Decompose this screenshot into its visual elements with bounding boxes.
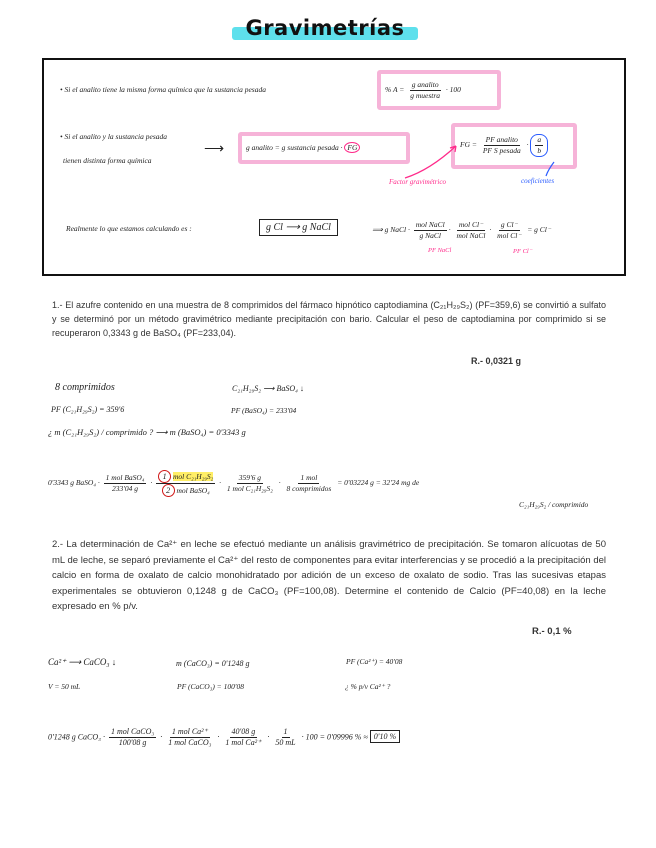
p1-note-reaction: C₂₁H₂₉S₂ ⟶ BaSO₄ ↓ <box>232 384 304 393</box>
problem1-statement: 1.- El azufre contenido en una muestra de 8 comprimidos del fármaco hipnótico captodiamina (C₂₁H₂₉S₂) (PF=359,6) se convirtió a sulfato y se determinó por un método gravimétrico mediante precipitación con bario. Calcular el peso de captodiamina por comprimido si se recuperaron 0,3343 g de BaSO₄ (PF=233,04). <box>52 300 606 338</box>
problem2-answer: R.- 0,1 % <box>532 626 572 637</box>
p2-note-volume: V = 50 mL <box>48 682 81 691</box>
p2-calculation: 0'1248 g CaCO₃ · $\frac{\text{1 mol CaCO₃}}{100'08 g}$ · $\frac{\text{1 mol Ca²⁺}}{\text{1 mol CaCO₃}}$ · $\frac{40'08 g}{\text{1 mol Ca²⁺}}$ · $\frac{1}{50 mL}$ · 100 = 0'09996 % ≈ 0'10 % <box>48 727 400 748</box>
fg-formula: FG = $\frac{\text{PF analito}}{\text{PF S pesada}}$ · $\frac{a}{b}$ <box>460 134 548 157</box>
theory-row2-text-a: • Si el analito y la sustancia pesada <box>60 132 168 141</box>
fg-circle: FG <box>344 142 360 153</box>
p2-note-pf-ca: PF (Ca²⁺) = 40'08 <box>346 657 403 666</box>
p1-note-pf-capto: PF (C₂₁H₂₉S₂) = 359'6 <box>51 405 125 414</box>
p2-note-question: ¿ % p/v Ca²⁺ ? <box>345 682 391 691</box>
p2-note-mass: m (CaCO₃) = 0'1248 g <box>176 659 250 668</box>
row3-conversion: ⟹ g NaCl · $\frac{\text{mol NaCl}}{\text{g NaCl}}$ · $\frac{\text{mol Cl⁻}}{\text{mol NaCl}}$ · $\frac{\text{g Cl⁻}}{\text{mol Cl⁻}}$ = g Cl⁻ <box>372 220 551 240</box>
theory-row1-text: • Si el analito tiene la misma forma química que la sustancia pesada <box>60 85 266 94</box>
theory-row2-text-b: tienen distinta forma química <box>63 156 152 165</box>
label-pf-nacl: PF NaCl <box>428 247 452 254</box>
p1-note-comprimidos: 8 comprimidos <box>55 382 115 393</box>
theory-row3-text: Realmente lo que estamos calculando es : <box>66 224 192 233</box>
coef-1-circle: 1 <box>158 470 171 483</box>
problem2-statement: 2.- La determinación de Ca²⁺ en leche se efectuó mediante un análisis gravimétrico de precipitación. Se tomaron alícuotas de 50 mL de leche, se separó previamente el Ca²⁺ del resto de componentes para evitar interferencias y se procedió a la precipitación del calcio en forma de oxalato de calcio monohidratado por adición de un exceso de oxalato de sodio. Tras las sucesivas etapas experimentales se obtuvieron 0,1248 g de CaCO₃ (PF=100,08). Determine el contenido de Calcio (PF=40,08) en la leche expresado en % p/v. <box>52 539 606 612</box>
label-pf-cl: PF Cl⁻ <box>513 248 533 255</box>
p2-final-result: 0'10 % <box>370 730 400 743</box>
p2-note-reaction: Ca²⁺ ⟶ CaCO₃ ↓ <box>48 657 117 667</box>
coef-ellipse: $\frac{a}{b}$ <box>530 134 548 157</box>
problem1-answer: R.- 0,0321 g <box>471 356 522 366</box>
arrow-right-icon: ⟶ <box>204 140 225 156</box>
p1-calculation: 0'3343 g BaSO₄ · $\frac{\text{1 mol BaSO₄}}{233'04 g}$ · $\frac{\text{1 mol C₂₁H₂₉S₂}}{\text{2 mol BaSO₄}}$ · $\frac{359'6 g}{\text{1 mol C₂₁H₂₉S₂}}$ · $\frac{\text{1 mol}}{\text{8 comprimidos}}$ = 0'03224 g = 32'24 mg de <box>48 472 420 495</box>
p1-result-units: C₂₁H₂₉S₂ / comprimido <box>519 500 589 509</box>
analito-formula: g analito = g sustancia pesada · FG <box>246 142 360 153</box>
page-title: Gravimetrías <box>245 16 405 40</box>
coef-2-circle: 2 <box>162 484 175 497</box>
p2-note-pf-caco3: PF (CaCO₃) = 100'08 <box>177 682 244 691</box>
p1-note-pf-baso4: PF (BaSO₄) = 233'04 <box>231 406 297 415</box>
percent-formula: % A = $\frac{\text{g analito}}{\text{g muestra}}$ · 100 <box>385 80 461 100</box>
label-coeficientes: coeficientes <box>521 177 555 185</box>
label-factor-gravimetrico: Factor gravimétrico <box>389 178 446 186</box>
cl-nacl-box: g Cl ⟶ g NaCl <box>259 219 338 236</box>
p1-note-question: ¿ m (C₂₁H₂₉S₂) / comprimido ? ⟶ m (BaSO₄) = 0'3343 g <box>48 427 246 437</box>
